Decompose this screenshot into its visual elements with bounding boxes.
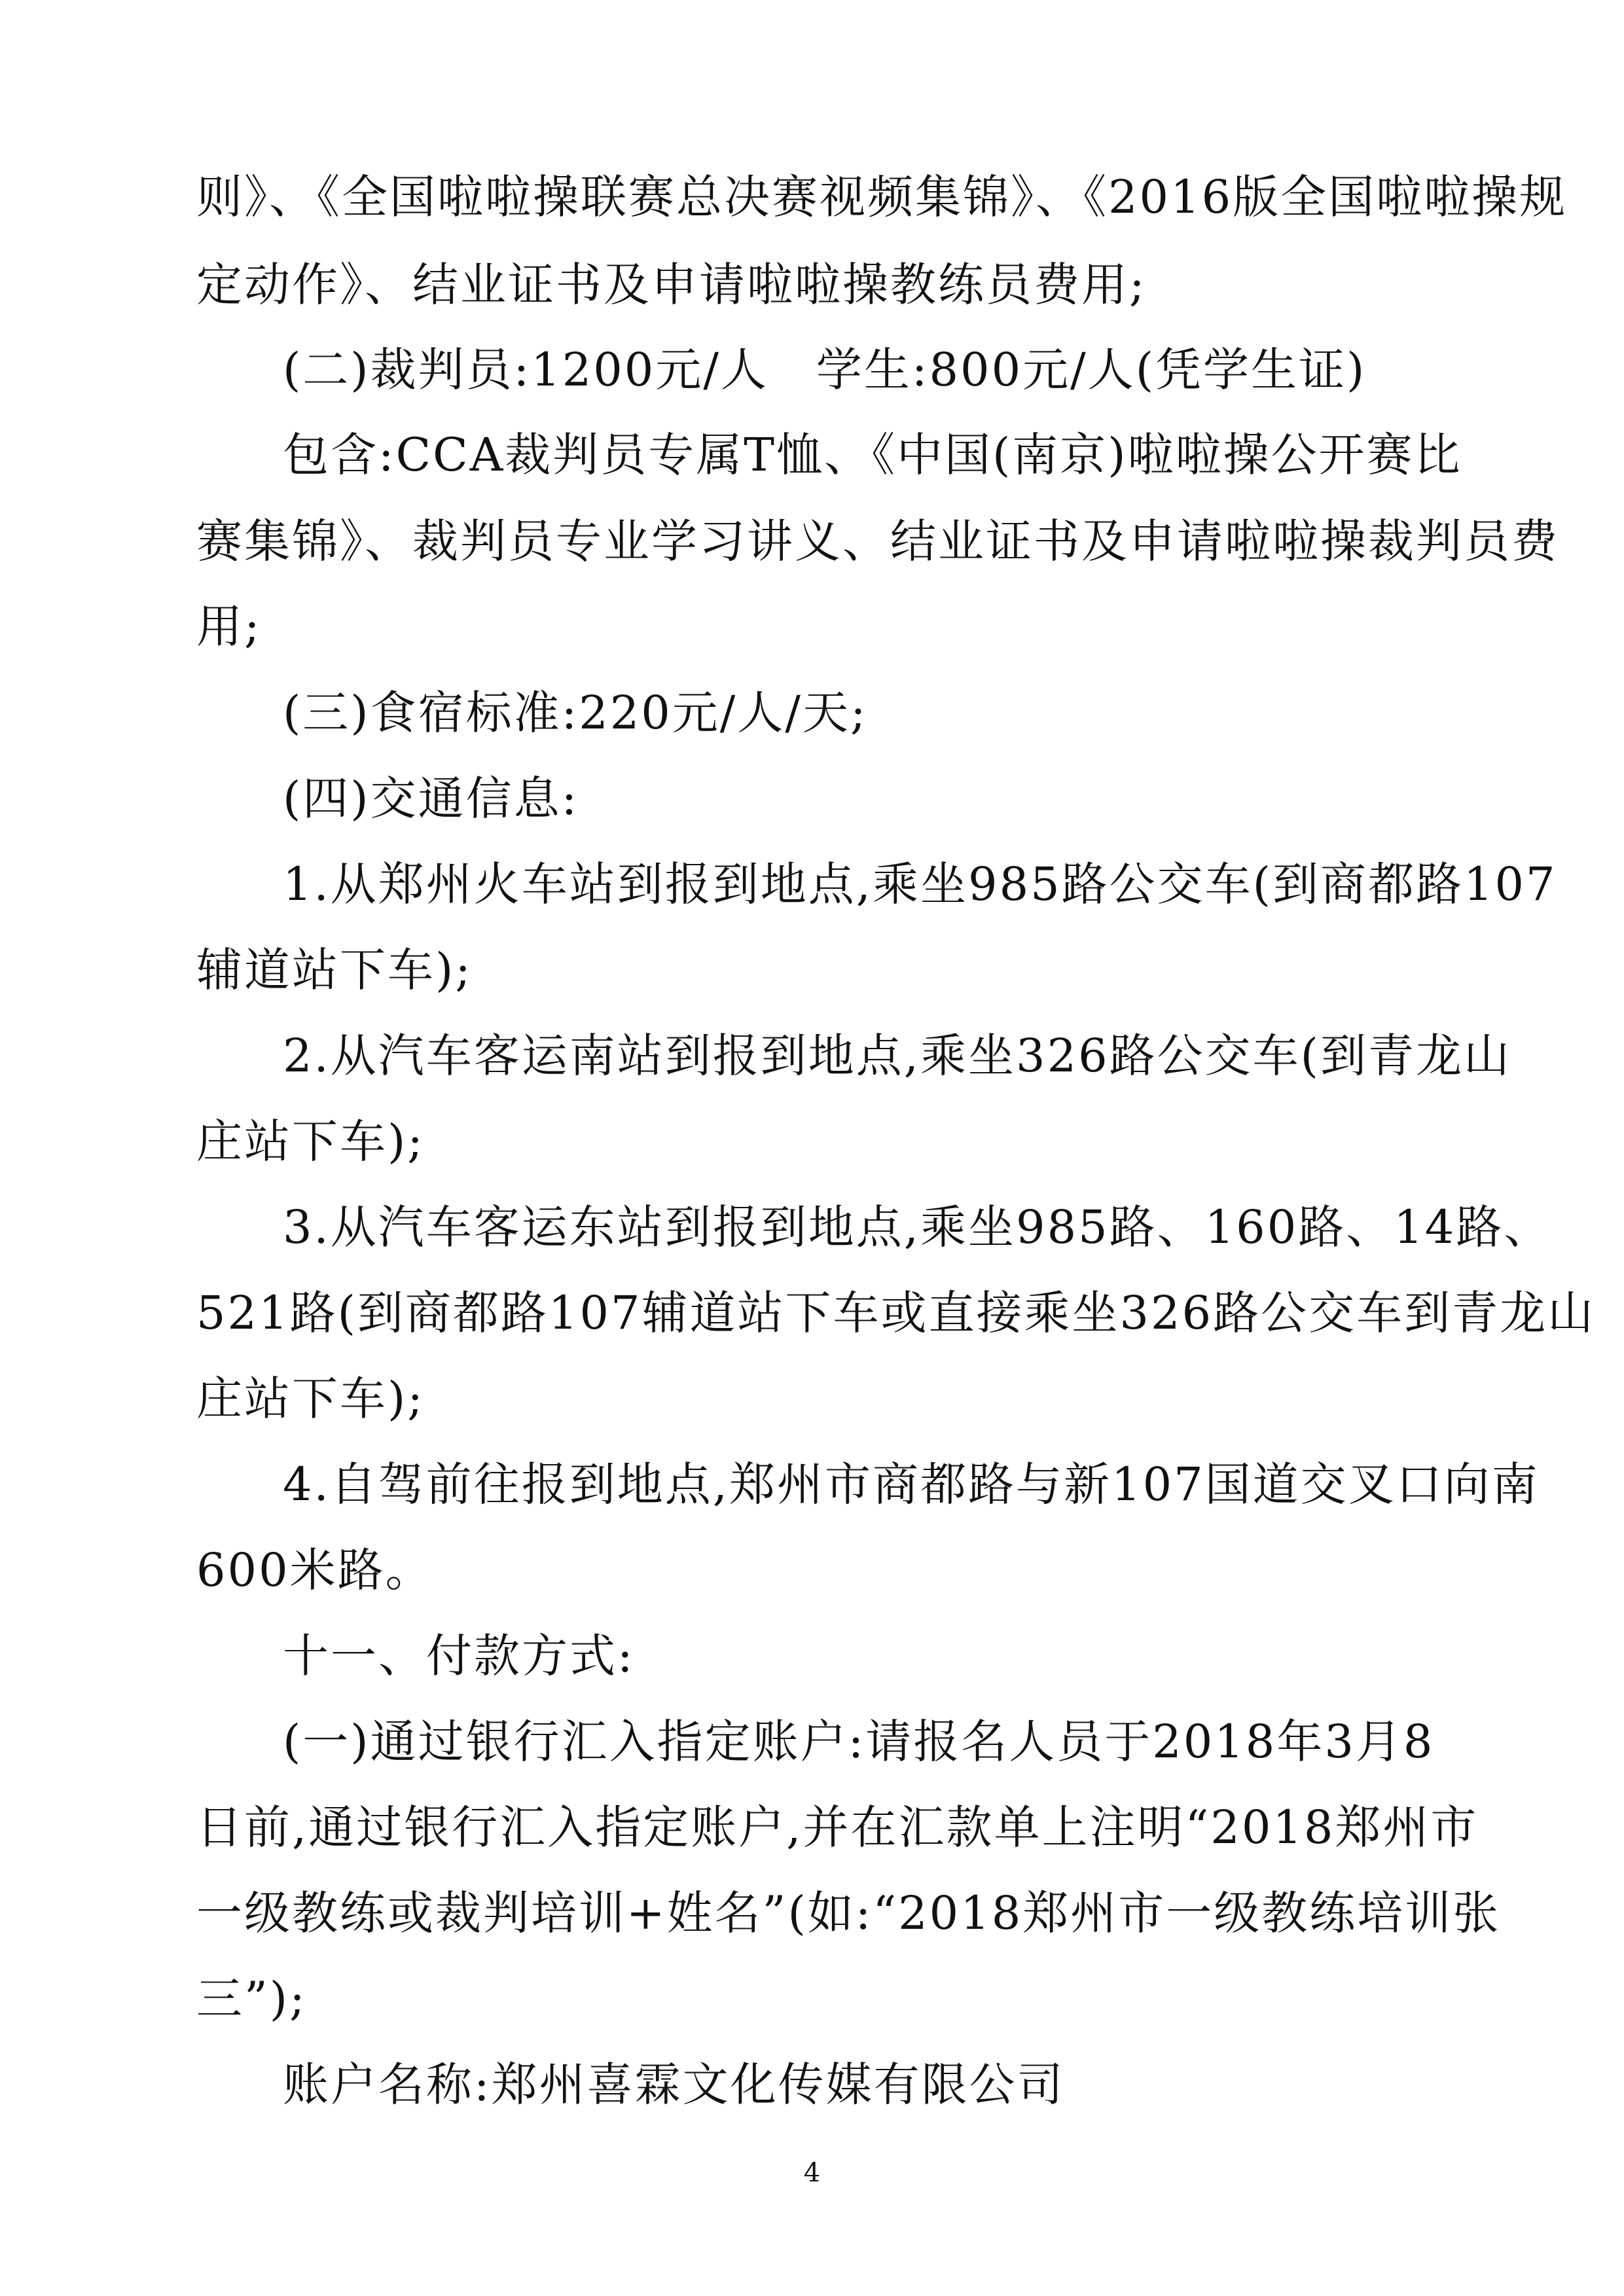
text-line: (二)裁判员:1200元/人 学生:800元/人(凭学生证): [283, 343, 1367, 397]
paragraph-line: [0, 2049, 1624, 2121]
text-line: 1.从郑州火车站到报到地点,乘坐985路公交车(到商都路107: [283, 857, 1557, 911]
paragraph-line: [0, 762, 1624, 834]
paragraph-line: [0, 1877, 1624, 1949]
text-line: 庄站下车);: [196, 1372, 425, 1426]
paragraph-line: [0, 249, 1624, 321]
paragraph-line: [0, 161, 1624, 233]
paragraph-line: [0, 1963, 1624, 2035]
text-line: 则》、《全国啦啦操联赛总决赛视频集锦》、《2016版全国啦啦操规: [196, 170, 1568, 224]
text-line: 521路(到商都路107辅道站下车或直接乘坐326路公交车到青龙山: [196, 1286, 1596, 1340]
section-heading: [0, 1620, 1624, 1692]
text-line: (一)通过银行汇入指定账户:请报名人员于2018年3月8: [283, 1715, 1435, 1768]
text-line: 日前,通过银行汇入指定账户,并在汇款单上注明“2018郑州市: [196, 1801, 1479, 1854]
text-line: 2.从汽车客运南站到报到地点,乘坐326路公交车(到青龙山: [283, 1029, 1511, 1083]
paragraph-line: [0, 1277, 1624, 1349]
paragraph-line: [0, 677, 1624, 749]
text-line: 600米路。: [196, 1543, 433, 1597]
text-line: 辅道站下车);: [196, 943, 473, 997]
text-line: 十一、付款方式:: [283, 1629, 635, 1683]
paragraph-line: [0, 419, 1624, 491]
paragraph-line: [0, 1363, 1624, 1435]
text-line: 账户名称:郑州喜霖文化传媒有限公司: [283, 2058, 1065, 2111]
text-line: 4.自驾前往报到地点,郑州市商都路与新107国道交叉口向南: [283, 1458, 1540, 1511]
text-line: 定动作》、结业证书及申请啦啦操教练员费用;: [196, 258, 1147, 312]
page-number: 4: [803, 2158, 821, 2188]
text-line: 赛集锦》、裁判员专业学习讲义、结业证书及申请啦啦操裁判员费: [196, 514, 1559, 568]
text-line: (三)食宿标准:220元/人/天;: [283, 686, 868, 740]
paragraph-line: [0, 1191, 1624, 1263]
paragraph-line: [0, 848, 1624, 920]
text-line: (四)交通信息:: [283, 772, 579, 825]
paragraph-line: [0, 1706, 1624, 1778]
paragraph-line: [0, 934, 1624, 1006]
paragraph-line: [0, 1448, 1624, 1520]
paragraph-line: [0, 505, 1624, 577]
text-line: 三”);: [196, 1972, 307, 2026]
paragraph-line: [0, 1105, 1624, 1177]
paragraph-line: [0, 1791, 1624, 1863]
text-line: 一级教练或裁判培训+姓名”(如:“2018郑州市一级教练培训张: [196, 1886, 1501, 1940]
paragraph-line: [0, 1534, 1624, 1606]
text-line: 3.从汽车客运东站到报到地点,乘坐985路、160路、14路、: [283, 1200, 1552, 1254]
text-line: 包含:CCA裁判员专属T恤、《中国(南京)啦啦操公开赛比: [283, 428, 1462, 482]
text-line: 用;: [196, 600, 262, 653]
text-line: 庄站下车);: [196, 1115, 425, 1168]
paragraph-line: [0, 334, 1624, 406]
paragraph-line: [0, 1020, 1624, 1092]
paragraph-line: [0, 590, 1624, 662]
